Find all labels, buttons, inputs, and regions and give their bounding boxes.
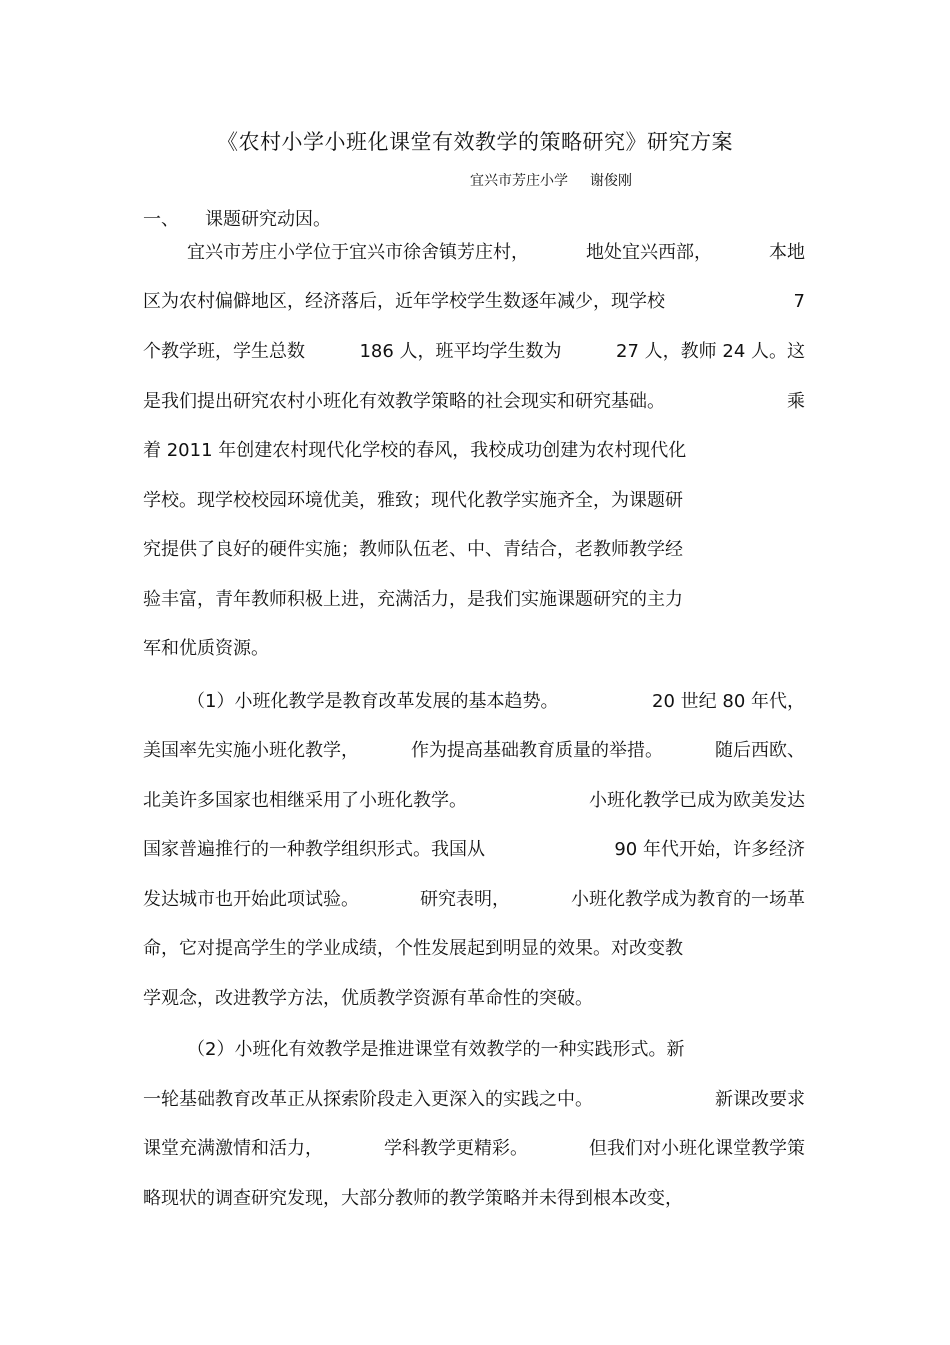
text-segment: 186 人，班平均学生数为 [359, 341, 562, 362]
text-line [143, 585, 683, 615]
text-segment: 学科教学更精彩。 [384, 1138, 528, 1159]
text-segment: 北美许多国家也相继采用了小班化教学。 [143, 790, 467, 811]
text-line [143, 1134, 805, 1164]
text-segment: 20 世纪 80 年代， [652, 691, 805, 712]
text-segment: 个教学班，学生总数 [143, 341, 305, 362]
text-line [143, 535, 683, 565]
text-line [143, 835, 805, 865]
text-segment: 90 年代开始，许多经济 [614, 839, 805, 860]
document-title: 《农村小学小班化课堂有效教学的策略研究》研究方案 [217, 130, 733, 154]
text-segment: 研究表明， [420, 889, 510, 910]
text-segment: 是我们提出研究农村小班化有效教学策略的社会现实和研究基础。 [143, 391, 665, 412]
text-segment: 宜兴市芳庄小学位于宜兴市徐舍镇芳庄村， [187, 242, 529, 263]
text-segment: 地处宜兴西部， [586, 242, 712, 263]
text-line [143, 934, 683, 964]
text-segment: 命，它对提高学生的学业成绩，个性发展起到明显的效果。对改变教 [143, 938, 683, 959]
text-line [143, 984, 593, 1014]
section-number: 一、 [143, 209, 179, 230]
text-segment: 小班化教学成为教育的一场革 [571, 889, 805, 910]
text-line [143, 387, 805, 417]
text-segment: （1）小班化教学是教育改革发展的基本趋势。 [187, 691, 559, 712]
text-segment: 新课改要求 [715, 1089, 805, 1110]
text-segment: 学观念，改进教学方法，优质教学资源有革命性的突破。 [143, 988, 593, 1009]
author-line [470, 170, 632, 190]
text-segment: 区为农村偏僻地区，经济落后，近年学校学生数逐年减少，现学校 [143, 291, 665, 312]
text-segment: 本地 [769, 242, 805, 263]
text-segment: 一轮基础教育改革正从探索阶段走入更深入的实践之中。 [143, 1089, 593, 1110]
text-segment: 随后西欧、 [715, 740, 805, 761]
author-name: 谢俊刚 [590, 173, 632, 189]
text-segment: 乘 [787, 391, 805, 412]
text-line [187, 687, 805, 717]
text-line [143, 486, 683, 516]
section-heading [143, 205, 331, 231]
text-segment: 但我们对小班化课堂教学策 [589, 1138, 805, 1159]
text-line [143, 1184, 683, 1214]
text-segment: （2）小班化有效教学是推进课堂有效教学的一种实践形式。新 [187, 1039, 685, 1060]
text-segment: 27 人，教师 24 人。这 [616, 341, 805, 362]
section-title: 课题研究动因。 [205, 209, 331, 230]
text-line [143, 287, 805, 317]
text-line [187, 1035, 684, 1065]
text-segment: 7 [793, 291, 805, 312]
text-line [143, 436, 686, 466]
text-segment: 军和优质资源。 [143, 638, 269, 659]
text-line [143, 1085, 805, 1115]
text-segment: 略现状的调查研究发现，大部分教师的教学策略并未得到根本改变， [143, 1188, 683, 1209]
text-segment: 小班化教学已成为欧美发达 [589, 790, 805, 811]
text-segment: 究提供了良好的硬件实施；教师队伍老、中、青结合，老教师教学经 [143, 539, 683, 560]
text-segment: 作为提高基础教育质量的举措。 [411, 740, 663, 761]
text-line [187, 238, 805, 268]
text-line [143, 786, 805, 816]
text-line [143, 337, 805, 367]
text-segment: 验丰富，青年教师积极上进，充满活力，是我们实施课题研究的主力 [143, 589, 683, 610]
text-segment: 发达城市也开始此项试验。 [143, 889, 359, 910]
text-segment: 美国率先实施小班化教学， [143, 740, 359, 761]
text-segment: 学校。现学校校园环境优美，雅致；现代化教学实施齐全，为课题研 [143, 490, 683, 511]
author-school: 宜兴市芳庄小学 [470, 173, 568, 189]
text-line [143, 634, 269, 664]
text-segment: 国家普遍推行的一种教学组织形式。我国从 [143, 839, 485, 860]
text-segment: 着 2011 年创建农村现代化学校的春风，我校成功创建为农村现代化 [143, 440, 687, 461]
text-segment: 课堂充满激情和活力， [143, 1138, 323, 1159]
text-line [143, 736, 805, 766]
text-line [143, 885, 805, 915]
